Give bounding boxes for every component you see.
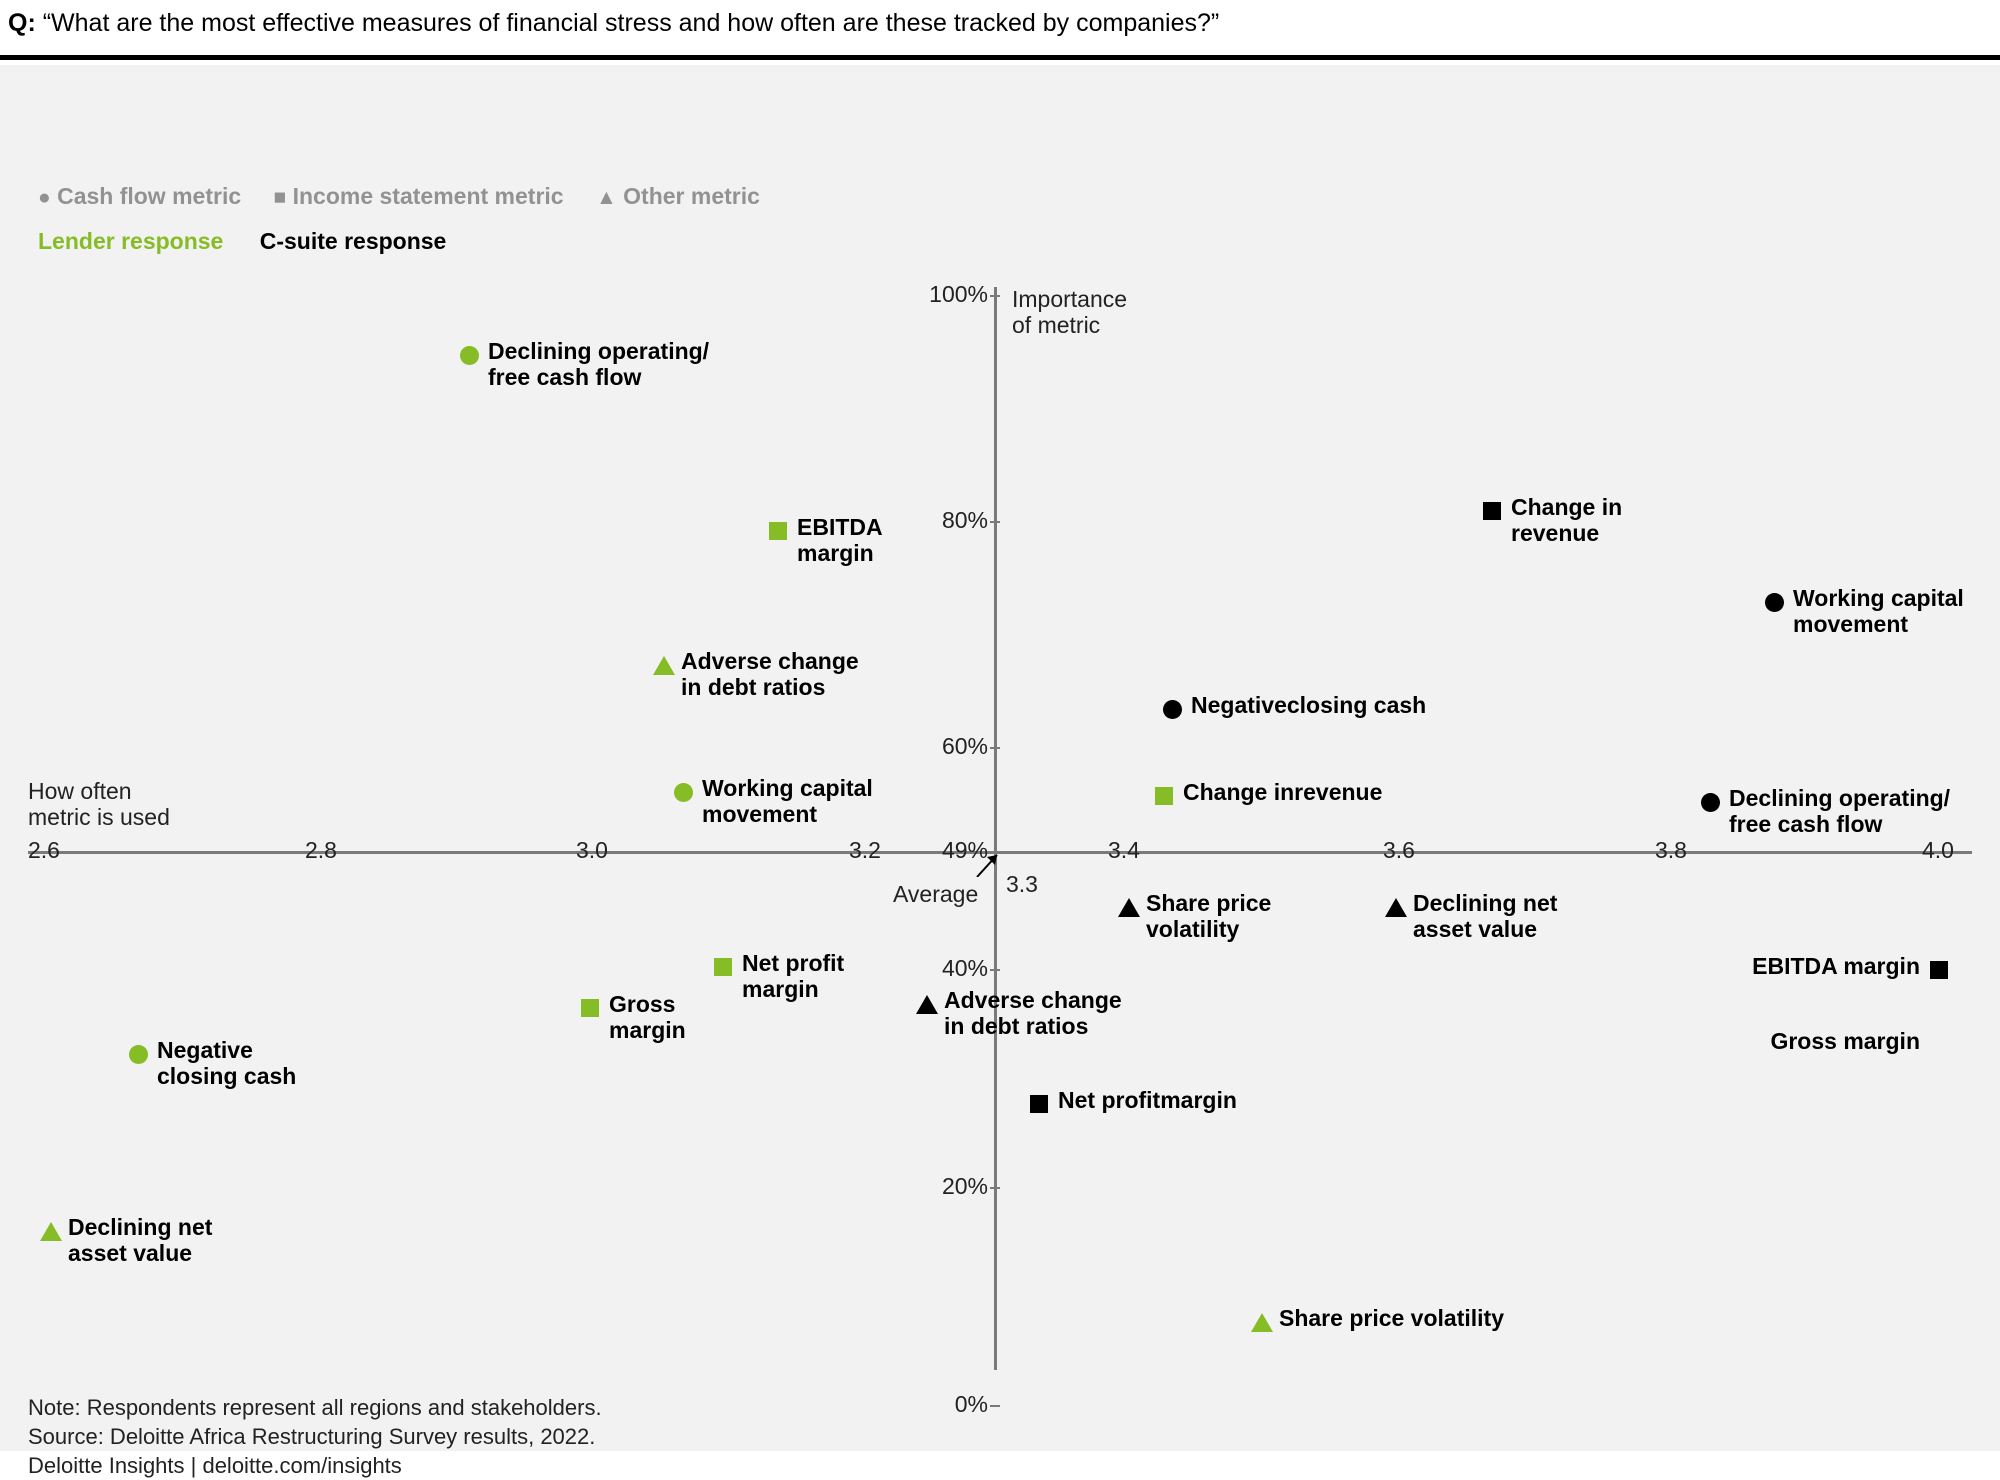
point-label: Negativeclosing cash bbox=[1191, 692, 1427, 718]
square-icon bbox=[581, 999, 599, 1017]
point-label: Working capital movement bbox=[702, 775, 873, 827]
chart-panel bbox=[0, 65, 2000, 1479]
circle-icon bbox=[674, 783, 693, 802]
triangle-icon: ▲ bbox=[595, 186, 617, 209]
x-tick-3-0: 3.0 bbox=[576, 837, 608, 863]
point-label: EBITDA margin bbox=[1752, 953, 1920, 979]
x-tick-3-8: 3.8 bbox=[1655, 837, 1687, 863]
square-icon bbox=[714, 958, 732, 976]
x-tick-3-6: 3.6 bbox=[1383, 837, 1415, 863]
square-icon bbox=[1483, 502, 1501, 520]
question-bar bbox=[0, 0, 2000, 60]
legend-csuite-response: C-suite response bbox=[259, 228, 447, 254]
x-tick-4-0: 4.0 bbox=[1922, 837, 1954, 863]
triangle-icon bbox=[40, 1222, 62, 1241]
triangle-icon bbox=[916, 995, 938, 1014]
x-tick-3-4: 3.4 bbox=[1108, 837, 1140, 863]
triangle-icon bbox=[653, 656, 675, 675]
x-axis-title bbox=[28, 779, 170, 831]
y-axis-title-line2: of metric bbox=[1012, 311, 1101, 338]
x-tick-2-6: 2.6 bbox=[28, 837, 60, 863]
point-label: Net profit margin bbox=[742, 950, 845, 1002]
circle-icon: ● bbox=[38, 186, 51, 209]
circle-icon bbox=[1765, 593, 1784, 612]
average-label: Average bbox=[893, 881, 979, 907]
x-axis-title-line1: How often bbox=[28, 778, 132, 804]
question-body: “What are the most effective measures of financial stress and how often are these tracked by companies?” bbox=[42, 9, 1220, 37]
average-pointer-icon bbox=[975, 853, 999, 877]
average-value: 3.3 bbox=[1006, 871, 1038, 897]
triangle-icon bbox=[1118, 898, 1140, 917]
legend-lender-response: Lender response bbox=[38, 228, 224, 254]
legend-label: Other metric bbox=[623, 183, 760, 209]
footnote-credit: Deloitte Insights | deloitte.com/insights bbox=[28, 1453, 402, 1479]
y-tick-0: 0% bbox=[898, 1391, 988, 1418]
point-label: Gross margin bbox=[609, 991, 686, 1043]
footnotes bbox=[28, 1393, 602, 1480]
point-label: Adverse change in debt ratios bbox=[681, 648, 859, 700]
triangle-icon bbox=[1251, 1313, 1273, 1332]
square-icon bbox=[1030, 1095, 1048, 1113]
point-label: Share price volatility bbox=[1146, 890, 1272, 942]
x-tick-3-2: 3.2 bbox=[849, 837, 881, 863]
point-label: Net profitmargin bbox=[1058, 1087, 1237, 1113]
y-axis-title-line1: Importance bbox=[1012, 286, 1128, 312]
circle-icon bbox=[129, 1045, 148, 1064]
point-label: Declining net asset value bbox=[68, 1214, 213, 1266]
x-axis-title-line2: metric is used bbox=[28, 803, 170, 830]
question-text bbox=[8, 9, 1219, 38]
point-label: Negative closing cash bbox=[157, 1037, 297, 1089]
square-icon: ■ bbox=[273, 186, 287, 209]
response-legend bbox=[38, 228, 446, 255]
circle-icon bbox=[1163, 700, 1182, 719]
point-label: Gross margin bbox=[1770, 1028, 1920, 1054]
y-tick-80: 80% bbox=[898, 507, 988, 534]
footnote-source: Source: Deloitte Africa Restructuring Survey results, 2022. bbox=[28, 1424, 596, 1450]
footnote-note: Note: Respondents represent all regions and stakeholders. bbox=[28, 1395, 602, 1420]
question-label: Q: bbox=[8, 9, 36, 37]
y-tick-100: 100% bbox=[898, 281, 988, 308]
triangle-icon bbox=[1385, 898, 1407, 917]
point-label: Declining net asset value bbox=[1413, 890, 1558, 942]
point-label: Change in revenue bbox=[1511, 494, 1623, 546]
point-label: Share price volatility bbox=[1279, 1305, 1504, 1331]
point-label: Declining operating/ free cash flow bbox=[1729, 785, 1951, 837]
square-icon bbox=[1930, 961, 1948, 979]
legend-cash-flow-metric bbox=[38, 183, 241, 210]
y-tick-20: 20% bbox=[898, 1173, 988, 1200]
x-tick-2-8: 2.8 bbox=[305, 837, 337, 863]
legend-other-metric bbox=[596, 183, 760, 210]
shape-legend bbox=[38, 183, 786, 210]
square-icon bbox=[1155, 787, 1173, 805]
point-label: Working capital movement bbox=[1793, 585, 1964, 637]
circle-icon bbox=[1701, 793, 1720, 812]
point-label: Declining operating/ free cash flow bbox=[488, 338, 710, 390]
legend-label: Cash flow metric bbox=[57, 183, 242, 209]
legend-label: Income statement metric bbox=[292, 183, 564, 209]
y-tick-49: 49% bbox=[941, 837, 988, 863]
y-axis-title bbox=[1012, 287, 1127, 339]
square-icon bbox=[769, 522, 787, 540]
legend-income-statement-metric bbox=[274, 183, 564, 210]
circle-icon bbox=[460, 346, 479, 365]
y-tick-60: 60% bbox=[898, 733, 988, 760]
y-tick-40: 40% bbox=[898, 955, 988, 982]
point-label: EBITDA margin bbox=[797, 514, 883, 566]
point-label: Adverse change in debt ratios bbox=[944, 987, 1122, 1039]
point-label: Change inrevenue bbox=[1183, 779, 1383, 805]
y-axis-line bbox=[994, 287, 997, 1370]
